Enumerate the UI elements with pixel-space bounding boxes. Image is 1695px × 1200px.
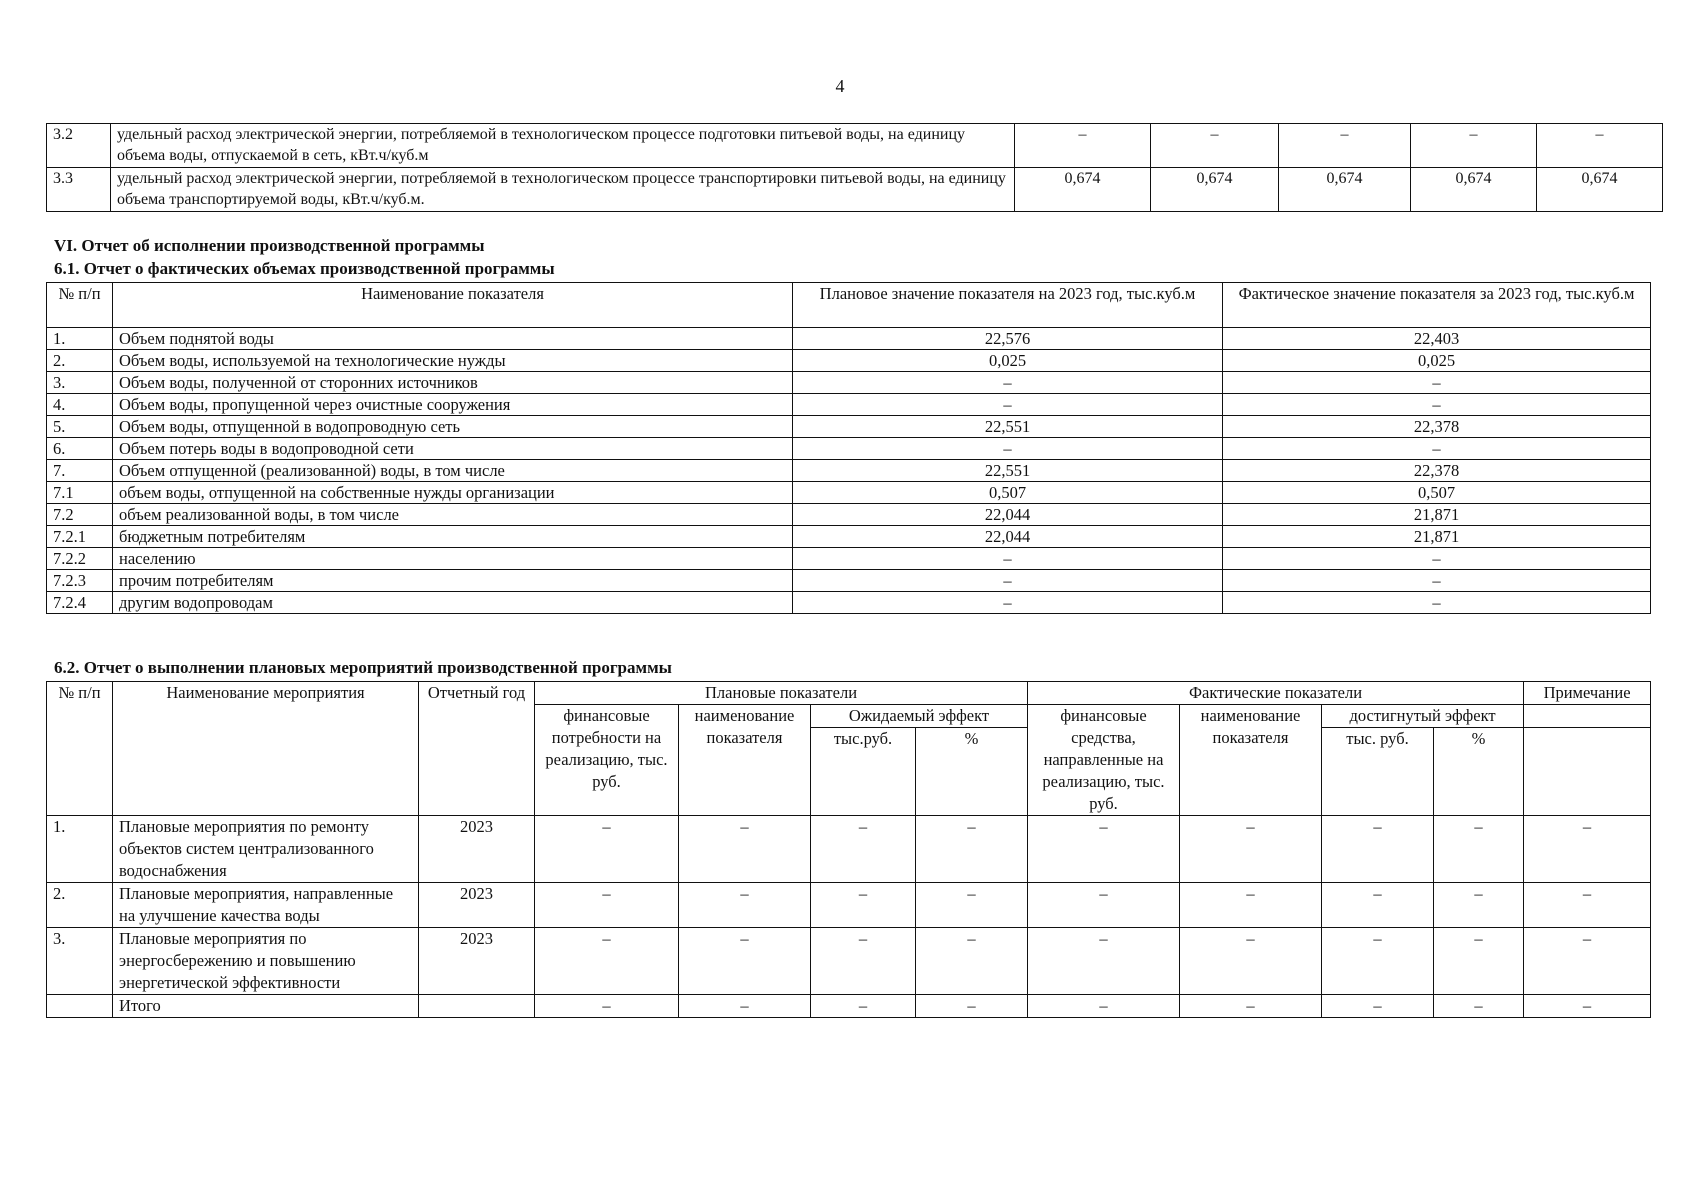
row-name: объем реализованной воды, в том числе bbox=[113, 504, 793, 526]
measures-table bbox=[46, 681, 1651, 1018]
header-plan-rub: тыс.руб. bbox=[811, 728, 916, 816]
header-plan-pct: % bbox=[916, 728, 1028, 816]
row-number: 7.2 bbox=[47, 504, 113, 526]
row-name: прочим потребителям bbox=[113, 570, 793, 592]
header-name: Наименование мероприятия bbox=[113, 682, 419, 816]
table-row bbox=[47, 504, 1651, 526]
table-row bbox=[47, 124, 1663, 168]
table-row bbox=[47, 570, 1651, 592]
cell-plan: 22,044 bbox=[793, 526, 1223, 548]
header-fact-pct: % bbox=[1434, 728, 1524, 816]
table-header-row bbox=[47, 283, 1651, 328]
row-number: 4. bbox=[47, 394, 113, 416]
cell-value: – bbox=[1279, 124, 1411, 168]
cell-value: – bbox=[679, 995, 811, 1018]
cell-value: 0,674 bbox=[1537, 168, 1663, 212]
row-name: Объем потерь воды в водопроводной сети bbox=[113, 438, 793, 460]
cell-value: – bbox=[916, 995, 1028, 1018]
cell-value: – bbox=[916, 883, 1028, 928]
row-number: 1. bbox=[47, 816, 113, 883]
table-row bbox=[47, 995, 1651, 1018]
cell-plan: – bbox=[793, 570, 1223, 592]
header-year: Отчетный год bbox=[419, 682, 535, 816]
row-year: 2023 bbox=[419, 816, 535, 883]
cell-value: 0,674 bbox=[1151, 168, 1279, 212]
cell-value: – bbox=[1434, 883, 1524, 928]
row-name: Итого bbox=[113, 995, 419, 1018]
row-name: населению bbox=[113, 548, 793, 570]
cell-fact: – bbox=[1223, 372, 1651, 394]
row-number: 3. bbox=[47, 928, 113, 995]
cell-value: – bbox=[1015, 124, 1151, 168]
row-number: 7.2.2 bbox=[47, 548, 113, 570]
cell-value: 0,674 bbox=[1279, 168, 1411, 212]
header-planned: Плановые показатели bbox=[535, 682, 1028, 705]
row-number: 3. bbox=[47, 372, 113, 394]
header-fact-finance: финансовые средства, направленные на реализацию, тыс. руб. bbox=[1028, 705, 1180, 816]
cell-value: – bbox=[1322, 816, 1434, 883]
row-name: бюджетным потребителям bbox=[113, 526, 793, 548]
cell-value: – bbox=[535, 928, 679, 995]
cell-value: – bbox=[1028, 883, 1180, 928]
header-note: Примечание bbox=[1524, 682, 1651, 705]
table-row bbox=[47, 460, 1651, 482]
cell-value: – bbox=[916, 816, 1028, 883]
row-name: удельный расход электрической энергии, потребляемой в технологическом процессе транспортировки питьевой воды, на единицу объема транспортируемой воды, кВт.ч/куб.м. bbox=[111, 168, 1015, 212]
row-number: 3.3 bbox=[47, 168, 111, 212]
table-row bbox=[47, 328, 1651, 350]
volumes-table bbox=[46, 282, 1651, 614]
cell-value: 0,674 bbox=[1411, 168, 1537, 212]
row-name: Плановые мероприятия, направленные на улучшение качества воды bbox=[113, 883, 419, 928]
header-fact-indicator: наименование показателя bbox=[1180, 705, 1322, 816]
cell-value: – bbox=[1180, 816, 1322, 883]
cell-value: – bbox=[1180, 883, 1322, 928]
subsection-title-measures: 6.2. Отчет о выполнении плановых мероприятий производственной программы bbox=[54, 658, 672, 677]
cell-value: – bbox=[1028, 928, 1180, 995]
cell-value: – bbox=[1151, 124, 1279, 168]
table-row bbox=[47, 592, 1651, 614]
cell-fact: 22,378 bbox=[1223, 416, 1651, 438]
header-plan: Плановое значение показателя на 2023 год, тыс.куб.м bbox=[793, 283, 1223, 328]
cell-value: – bbox=[1434, 816, 1524, 883]
header-num: № п/п bbox=[47, 682, 113, 816]
energy-consumption-table bbox=[46, 123, 1663, 212]
cell-value: – bbox=[1180, 995, 1322, 1018]
header-plan-finance: финансовые потребности на реализацию, тыс. руб. bbox=[535, 705, 679, 816]
header-name: Наименование показателя bbox=[113, 283, 793, 328]
row-number: 7.2.4 bbox=[47, 592, 113, 614]
page-number: 4 bbox=[835, 76, 845, 96]
cell-value: – bbox=[679, 883, 811, 928]
subsection-title-volumes: 6.1. Отчет о фактических объемах производственной программы bbox=[54, 259, 555, 278]
row-number: 5. bbox=[47, 416, 113, 438]
cell-plan: – bbox=[793, 548, 1223, 570]
header-plan-indicator: наименование показателя bbox=[679, 705, 811, 816]
header-plan-effect: Ожидаемый эффект bbox=[811, 705, 1028, 728]
row-year: 2023 bbox=[419, 883, 535, 928]
cell-value: – bbox=[1524, 883, 1651, 928]
row-number: 3.2 bbox=[47, 124, 111, 168]
row-name: Объем отпущенной (реализованной) воды, в том числе bbox=[113, 460, 793, 482]
row-number: 2. bbox=[47, 350, 113, 372]
header-actual: Фактические показатели bbox=[1028, 682, 1524, 705]
cell-plan: 22,551 bbox=[793, 460, 1223, 482]
cell-fact: 22,403 bbox=[1223, 328, 1651, 350]
cell-value: – bbox=[1322, 883, 1434, 928]
cell-fact: – bbox=[1223, 548, 1651, 570]
cell-fact: – bbox=[1223, 592, 1651, 614]
cell-value: – bbox=[679, 928, 811, 995]
cell-value: – bbox=[1411, 124, 1537, 168]
cell-value: – bbox=[811, 883, 916, 928]
cell-value: – bbox=[916, 928, 1028, 995]
row-number: 1. bbox=[47, 328, 113, 350]
table-row bbox=[47, 526, 1651, 548]
header-note-blank bbox=[1524, 728, 1651, 816]
row-name: Объем воды, используемой на технологические нужды bbox=[113, 350, 793, 372]
row-number: 7.2.1 bbox=[47, 526, 113, 548]
cell-value: – bbox=[1524, 995, 1651, 1018]
cell-value: – bbox=[679, 816, 811, 883]
cell-value: – bbox=[1434, 928, 1524, 995]
cell-value: – bbox=[1434, 995, 1524, 1018]
row-name: Объем воды, пропущенной через очистные сооружения bbox=[113, 394, 793, 416]
cell-value: – bbox=[535, 995, 679, 1018]
cell-plan: 22,044 bbox=[793, 504, 1223, 526]
cell-plan: – bbox=[793, 372, 1223, 394]
cell-fact: 21,871 bbox=[1223, 504, 1651, 526]
cell-value: – bbox=[1537, 124, 1663, 168]
cell-plan: – bbox=[793, 438, 1223, 460]
row-name: Объем поднятой воды bbox=[113, 328, 793, 350]
row-number: 7.1 bbox=[47, 482, 113, 504]
cell-fact: – bbox=[1223, 438, 1651, 460]
cell-fact: – bbox=[1223, 570, 1651, 592]
cell-fact: 21,871 bbox=[1223, 526, 1651, 548]
row-name: Плановые мероприятия по энергосбережению и повышению энергетической эффективности bbox=[113, 928, 419, 995]
table-row bbox=[47, 883, 1651, 928]
cell-value: – bbox=[1028, 816, 1180, 883]
cell-plan: 0,025 bbox=[793, 350, 1223, 372]
header-fact-effect: достигнутый эффект bbox=[1322, 705, 1524, 728]
table-row bbox=[47, 438, 1651, 460]
row-name: объем воды, отпущенной на собственные нужды организации bbox=[113, 482, 793, 504]
cell-value: – bbox=[1322, 995, 1434, 1018]
table-row bbox=[47, 928, 1651, 995]
row-year bbox=[419, 995, 535, 1018]
row-number: 2. bbox=[47, 883, 113, 928]
cell-value: – bbox=[1322, 928, 1434, 995]
table-row bbox=[47, 482, 1651, 504]
cell-fact: 0,507 bbox=[1223, 482, 1651, 504]
cell-fact: 22,378 bbox=[1223, 460, 1651, 482]
row-number: 6. bbox=[47, 438, 113, 460]
row-name: удельный расход электрической энергии, потребляемой в технологическом процессе подготовки питьевой воды, на единицу объема воды, отпускаемой в сеть, кВт.ч/куб.м bbox=[111, 124, 1015, 168]
table-row bbox=[47, 394, 1651, 416]
cell-value: – bbox=[811, 816, 916, 883]
table-row bbox=[47, 816, 1651, 883]
row-number: 7.2.3 bbox=[47, 570, 113, 592]
cell-plan: – bbox=[793, 394, 1223, 416]
section-title: VI. Отчет об исполнении производственной программы bbox=[54, 236, 485, 255]
header-note-blank bbox=[1524, 705, 1651, 728]
cell-value: – bbox=[535, 816, 679, 883]
cell-plan: 22,551 bbox=[793, 416, 1223, 438]
table-row bbox=[47, 416, 1651, 438]
row-number bbox=[47, 995, 113, 1018]
header-num: № п/п bbox=[47, 283, 113, 328]
table-row bbox=[47, 372, 1651, 394]
cell-value: 0,674 bbox=[1015, 168, 1151, 212]
cell-value: – bbox=[1180, 928, 1322, 995]
cell-fact: – bbox=[1223, 394, 1651, 416]
table-row bbox=[47, 168, 1663, 212]
row-name: Объем воды, отпущенной в водопроводную сеть bbox=[113, 416, 793, 438]
row-number: 7. bbox=[47, 460, 113, 482]
cell-value: – bbox=[1524, 816, 1651, 883]
header-fact: Фактическое значение показателя за 2023 год, тыс.куб.м bbox=[1223, 283, 1651, 328]
cell-plan: – bbox=[793, 592, 1223, 614]
table-header-row bbox=[47, 682, 1651, 705]
table-row bbox=[47, 350, 1651, 372]
row-year: 2023 bbox=[419, 928, 535, 995]
cell-value: – bbox=[811, 995, 916, 1018]
row-name: Плановые мероприятия по ремонту объектов систем централизованного водоснабжения bbox=[113, 816, 419, 883]
row-name: другим водопроводам bbox=[113, 592, 793, 614]
cell-plan: 22,576 bbox=[793, 328, 1223, 350]
row-name: Объем воды, полученной от сторонних источников bbox=[113, 372, 793, 394]
cell-fact: 0,025 bbox=[1223, 350, 1651, 372]
cell-value: – bbox=[535, 883, 679, 928]
header-fact-rub: тыс. руб. bbox=[1322, 728, 1434, 816]
cell-value: – bbox=[811, 928, 916, 995]
cell-value: – bbox=[1028, 995, 1180, 1018]
table-row bbox=[47, 548, 1651, 570]
cell-value: – bbox=[1524, 928, 1651, 995]
cell-plan: 0,507 bbox=[793, 482, 1223, 504]
